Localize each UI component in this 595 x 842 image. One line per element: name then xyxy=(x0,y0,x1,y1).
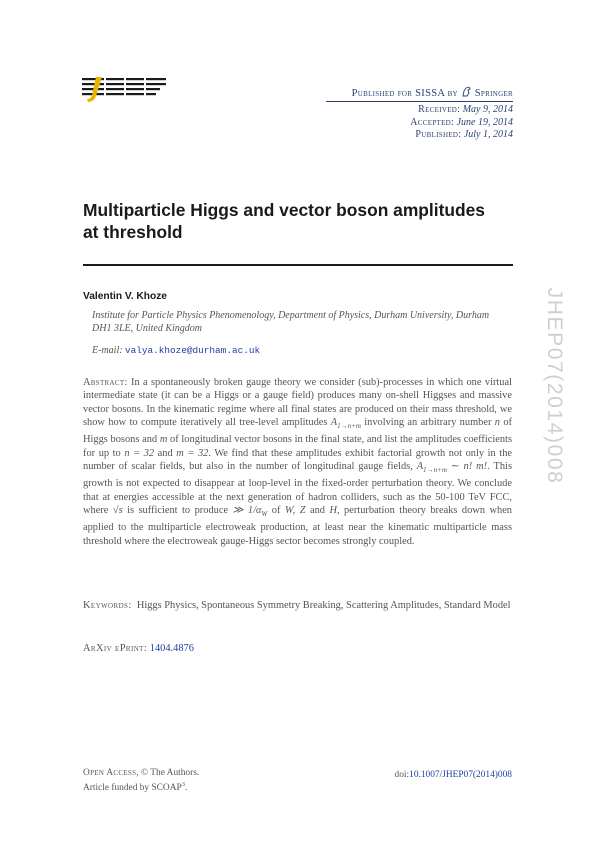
publisher-line xyxy=(352,86,513,99)
keywords-value: Higgs Physics, Spontaneous Symmetry Breaking, Scattering Amplitudes, Standard Model xyxy=(136,600,511,611)
math: n = 32 xyxy=(124,447,155,459)
math: n xyxy=(494,416,500,428)
math-sub: 1→n+m xyxy=(337,421,361,430)
abstract-text: of Higgs bosons and xyxy=(83,416,512,446)
side-journal-label: JHEP07(2014)008 xyxy=(543,287,566,485)
abstract-text: . This growth is not expected to disappear at loop-level in the fixed-order perturbation theory. We conclude that at energies accessible at the next generation of hadron colliders, such as the 50-100 TeV FCC, where xyxy=(83,460,512,516)
funded-text: Article funded by SCOAP xyxy=(83,783,182,794)
received-label: Received: xyxy=(418,104,461,115)
math: A xyxy=(330,416,338,428)
funded-sup: 3 xyxy=(181,781,185,788)
keywords xyxy=(83,599,512,612)
math: ∼ n! m! xyxy=(446,460,488,472)
math: H xyxy=(329,504,337,516)
abstract-text: involving an arbitrary number xyxy=(360,416,495,428)
accepted-label: Accepted: xyxy=(410,116,455,128)
abstract-text: , perturbation theory breaks down when applied to the multiparticle electroweak production, at least near the kinematic multiparticle mass threshold where the electroweak gauge-Higgs sector becomes strongly coupled. xyxy=(83,504,512,547)
doi-label: doi: xyxy=(394,770,410,780)
math: W, Z xyxy=(284,504,306,516)
funded-end: . xyxy=(184,783,188,794)
accepted-date: June 19, 2014 xyxy=(456,116,513,128)
math-sub: 1→n+m xyxy=(423,465,447,474)
abstract xyxy=(83,376,512,548)
math: A xyxy=(416,460,424,472)
open-access-rest: , © The Authors. xyxy=(136,768,200,778)
arxiv-eprint xyxy=(83,643,194,654)
author-name: Valentin V. Khoze xyxy=(83,291,167,302)
springer-horse-icon xyxy=(461,86,472,97)
publisher-brand: Springer xyxy=(474,88,513,99)
email-link[interactable]: valya.khoze@durham.ac.uk xyxy=(125,345,261,356)
title-rule xyxy=(83,264,513,266)
arxiv-label: ArXiv ePrint: xyxy=(83,643,148,654)
paper-title: Multiparticle Higgs and vector boson amplitudes at threshold xyxy=(83,200,485,242)
doi-link[interactable]: 10.1007/JHEP07(2014)008 xyxy=(409,770,512,780)
publisher-text: Published for SISSA by xyxy=(351,88,458,99)
footer-license xyxy=(83,767,199,794)
abstract-text: . We find that these amplitudes exhibit factorial growth not only in the number of scalar fields, but also in the number of longitudinal gauge fields, xyxy=(83,447,512,472)
abstract-label: Abstract: xyxy=(83,377,128,388)
abstract-text: of longitudinal vector bosons in the final state, and list the amplitudes coefficients for up to xyxy=(83,434,512,459)
jhep-logo xyxy=(82,76,170,104)
abstract-text: In a spontaneously broken gauge theory we consider (sub)-processes in which one virtual intermediate state (it can be a Higgs or a gauge field) produces many on-shell Higgses and massive vector bosons. In the kinematic regime where all final states are produced on their mass threshold, we show how to compute iteratively all tree-level amplitudes xyxy=(83,377,512,428)
footer-doi xyxy=(395,770,512,780)
author-affiliation: Institute for Particle Physics Phenomenology, Department of Physics, Durham University, Durham DH1 3LE, United Kingdom xyxy=(92,310,490,334)
math: √s xyxy=(112,504,123,516)
math: m = 32 xyxy=(176,447,209,459)
publication-dates xyxy=(410,104,513,142)
abstract-text: of xyxy=(267,504,285,516)
published-date: July 1, 2014 xyxy=(463,129,513,140)
math-sub: W xyxy=(261,509,268,518)
email-label: E-mail: xyxy=(92,345,123,356)
arxiv-link[interactable]: 1404.4876 xyxy=(149,643,194,654)
abstract-text: is sufficient to produce xyxy=(122,504,233,516)
published-label: Published: xyxy=(415,129,462,140)
keywords-label: Keywords: xyxy=(83,600,132,611)
math: ≫ 1/α xyxy=(232,504,262,516)
math: m xyxy=(159,434,168,446)
author-email xyxy=(92,345,260,356)
abstract-text: and xyxy=(154,447,177,459)
open-access-label: Open Access xyxy=(83,768,137,778)
abstract-text: and xyxy=(305,504,330,516)
received-date: May 9, 2014 xyxy=(462,104,513,115)
header-rule xyxy=(326,101,513,102)
